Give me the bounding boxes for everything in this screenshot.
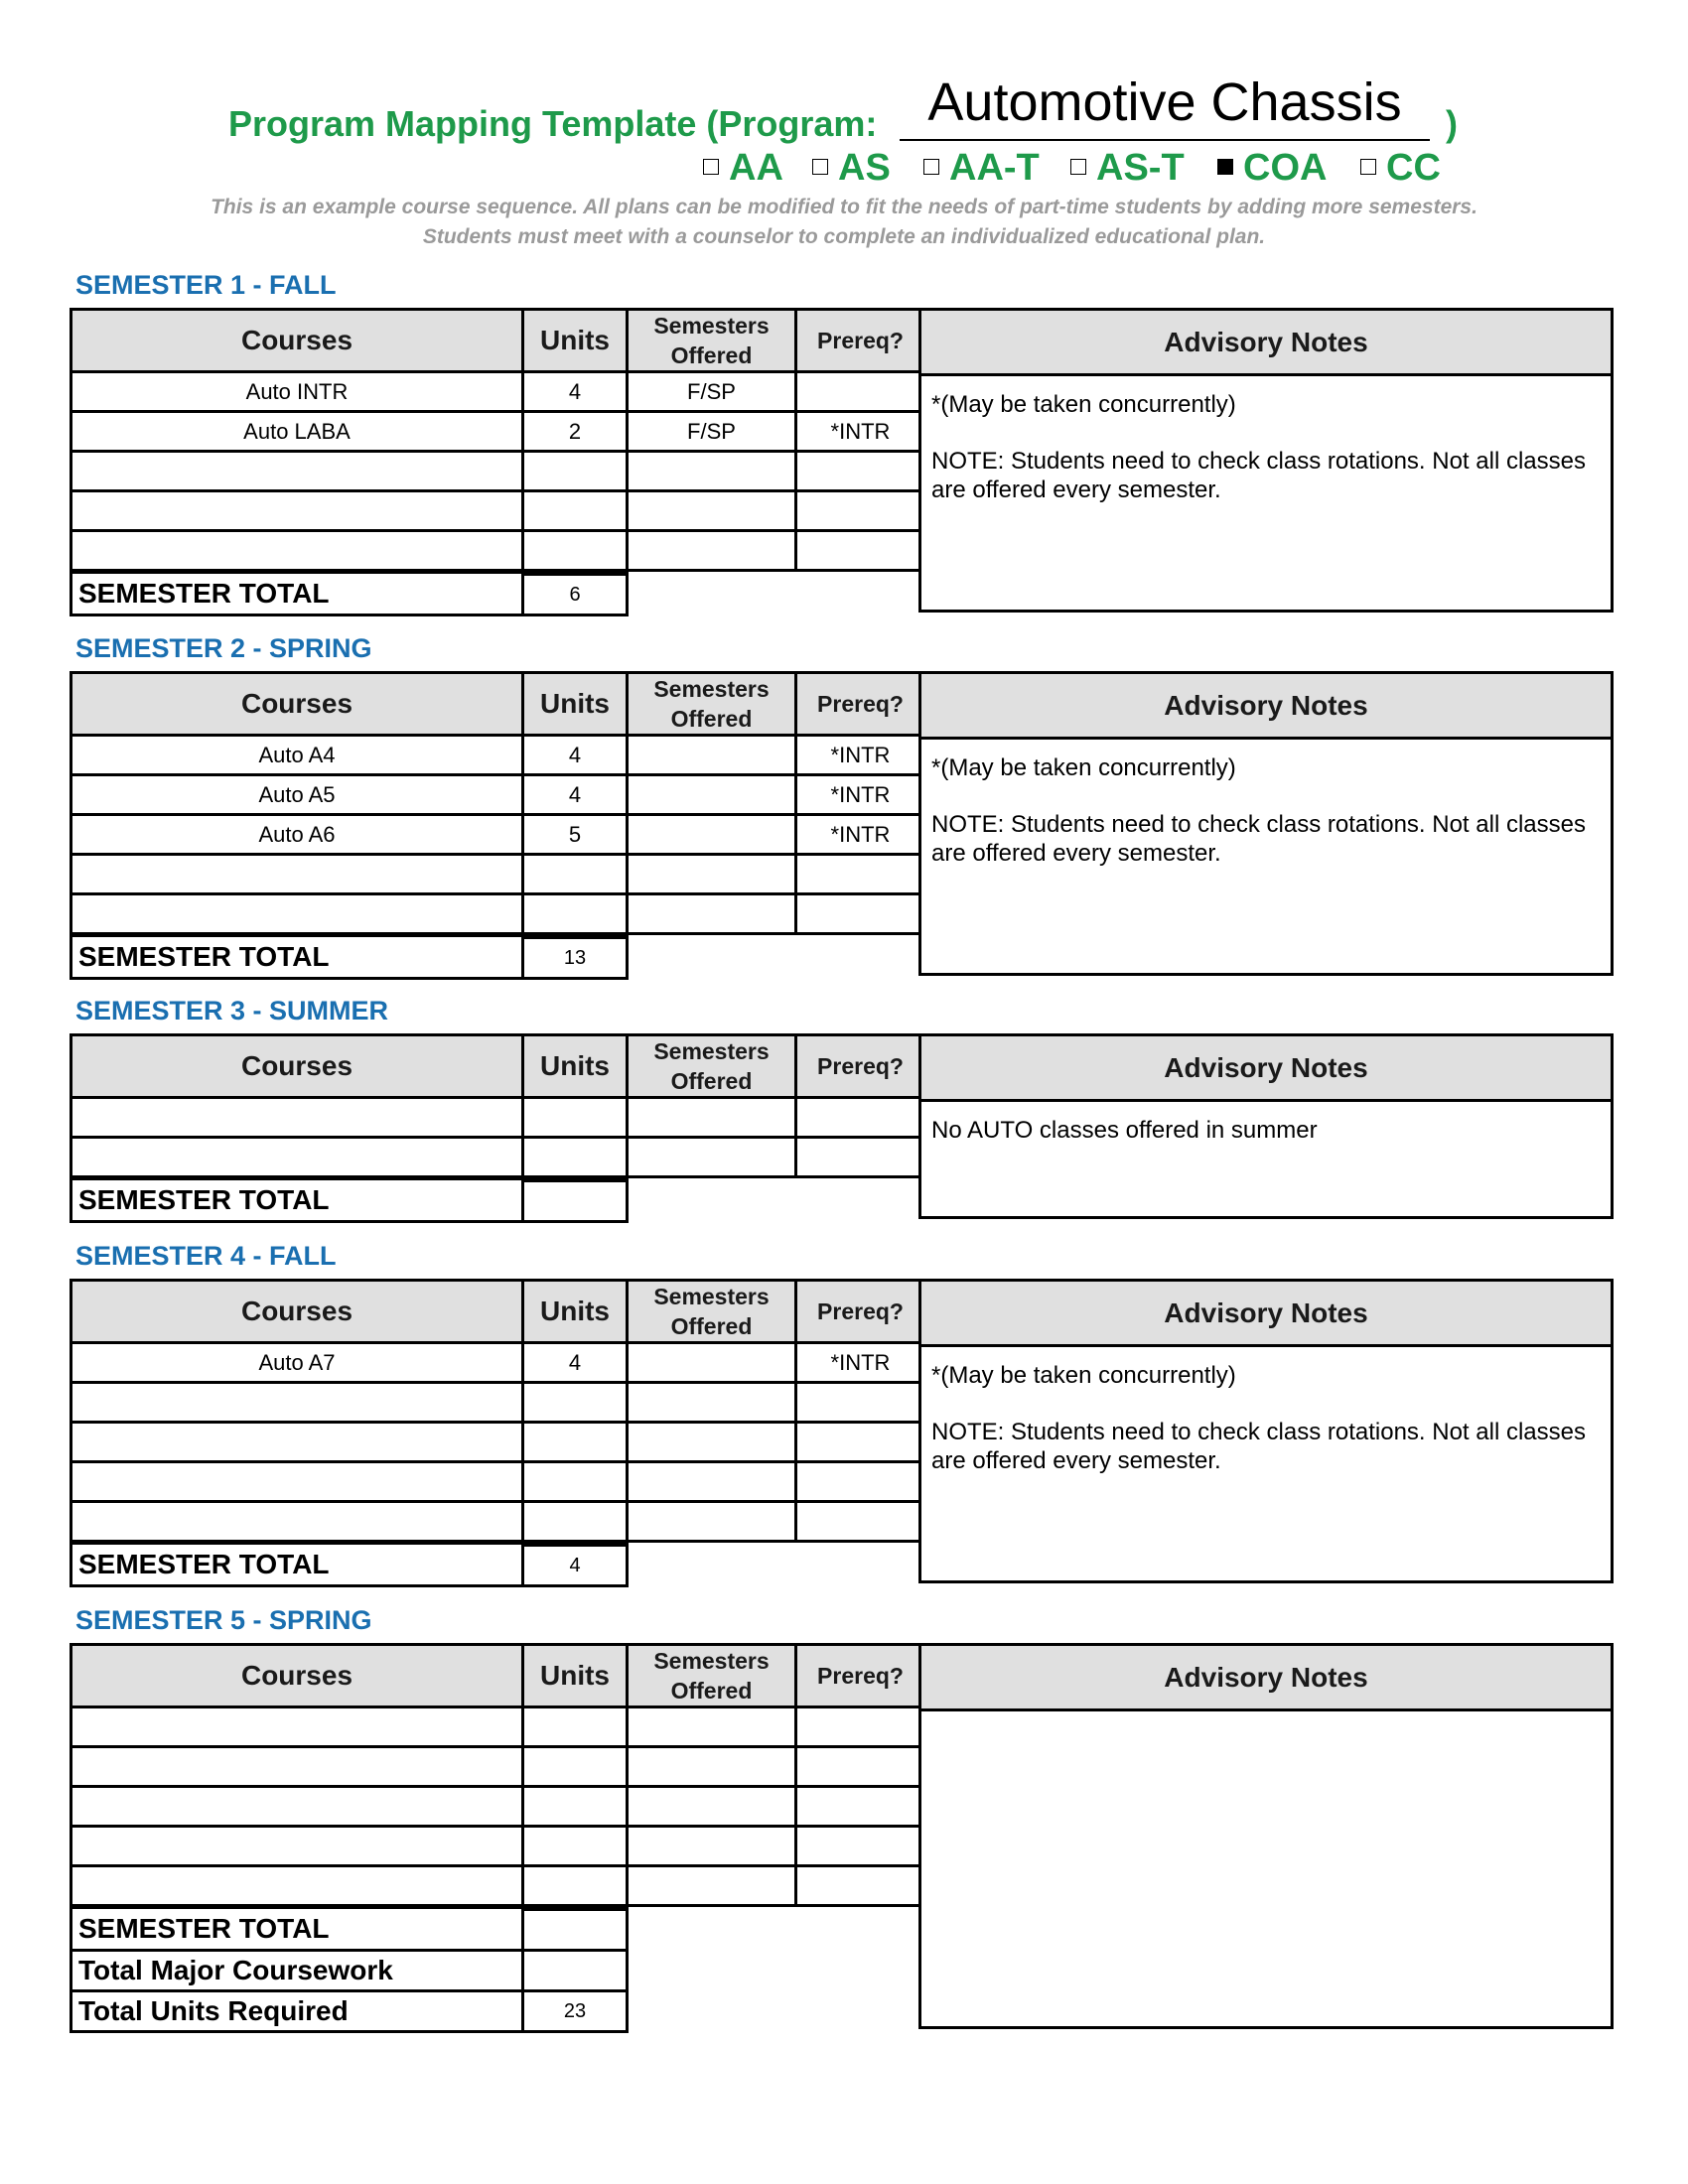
title-suffix: ) bbox=[1446, 103, 1458, 144]
checkbox-as[interactable] bbox=[812, 159, 828, 175]
advisory-notes-body[interactable] bbox=[921, 740, 1611, 868]
semester-total-row bbox=[71, 936, 628, 979]
prereq-cell[interactable] bbox=[796, 855, 925, 894]
units-cell[interactable]: 4 bbox=[523, 1343, 628, 1383]
prereq-cell[interactable] bbox=[796, 452, 925, 491]
semesters-offered-cell[interactable]: F/SP bbox=[628, 372, 796, 412]
course-cell[interactable]: Auto A6 bbox=[71, 815, 523, 855]
semesters-offered-cell[interactable] bbox=[628, 1502, 796, 1542]
semester-total-label: SEMESTER TOTAL bbox=[71, 1179, 523, 1222]
course-cell[interactable] bbox=[71, 1423, 523, 1462]
semesters-offered-cell[interactable] bbox=[628, 1787, 796, 1827]
semesters-offered-cell[interactable] bbox=[628, 1866, 796, 1906]
semesters-offered-cell[interactable] bbox=[628, 1827, 796, 1866]
units-cell[interactable] bbox=[523, 1138, 628, 1177]
semester-total-row bbox=[71, 1179, 628, 1222]
course-cell[interactable]: Auto A7 bbox=[71, 1343, 523, 1383]
title-prefix: Program Mapping Template (Program: bbox=[228, 103, 878, 144]
semesters-offered-cell[interactable] bbox=[628, 531, 796, 571]
prereq-cell[interactable] bbox=[796, 1423, 925, 1462]
col-header-courses: Courses bbox=[71, 1645, 523, 1707]
prereq-cell[interactable]: *INTR bbox=[796, 775, 925, 815]
table-header-row bbox=[71, 1645, 925, 1707]
semester-total-row bbox=[71, 573, 628, 615]
semester-title: SEMESTER 1 - FALL bbox=[75, 270, 337, 300]
units-cell[interactable] bbox=[523, 1827, 628, 1866]
checkbox-aa[interactable] bbox=[703, 159, 719, 175]
total-units-required-row bbox=[71, 1991, 628, 2032]
col-header-semesters-offered: Semesters Offered bbox=[628, 310, 796, 372]
semester-title: SEMESTER 3 - SUMMER bbox=[75, 996, 389, 1025]
col-header-courses: Courses bbox=[71, 1281, 523, 1343]
table-row bbox=[71, 1098, 925, 1138]
units-cell[interactable] bbox=[523, 1423, 628, 1462]
semesters-offered-cell[interactable] bbox=[628, 1383, 796, 1423]
table-row bbox=[71, 1866, 925, 1906]
disclaimer-line-1: This is an example course sequence. All plans can be modified to fit the needs of part-time students by adding more semesters. bbox=[211, 196, 1477, 218]
prereq-cell[interactable]: *INTR bbox=[796, 815, 925, 855]
course-table bbox=[70, 1279, 926, 1543]
col-header-units: Units bbox=[523, 1281, 628, 1343]
course-table bbox=[70, 671, 926, 935]
advisory-note: NOTE: Students need to check class rotations. Not all classes are offered every semester. bbox=[931, 448, 1586, 503]
semesters-offered-cell[interactable] bbox=[628, 815, 796, 855]
semester-total-label: SEMESTER TOTAL bbox=[71, 1908, 523, 1951]
prereq-cell[interactable]: *INTR bbox=[796, 412, 925, 452]
table-row bbox=[71, 736, 925, 775]
semester-total-table bbox=[70, 1904, 629, 2033]
semesters-offered-cell[interactable] bbox=[628, 1423, 796, 1462]
advisory-note: No AUTO classes offered in summer bbox=[931, 1117, 1318, 1144]
course-cell[interactable] bbox=[71, 1827, 523, 1866]
advisory-notes-body[interactable] bbox=[921, 1711, 1611, 1725]
units-cell[interactable]: 4 bbox=[523, 372, 628, 412]
table-header-row bbox=[71, 673, 925, 736]
advisory-notes-header: Advisory Notes bbox=[921, 1646, 1611, 1711]
semesters-offered-cell[interactable] bbox=[628, 1098, 796, 1138]
advisory-notes-box bbox=[918, 1643, 1614, 2029]
advisory-notes-body[interactable] bbox=[921, 1347, 1611, 1475]
table-row bbox=[71, 1827, 925, 1866]
disclaimer-line-2: Students must meet with a counselor to complete an individualized educational plan. bbox=[422, 225, 1266, 248]
prereq-cell[interactable] bbox=[796, 1787, 925, 1827]
advisory-notes-header: Advisory Notes bbox=[921, 674, 1611, 740]
course-cell[interactable] bbox=[71, 855, 523, 894]
col-header-prereq: Prereq? bbox=[796, 1035, 925, 1098]
col-header-units: Units bbox=[523, 310, 628, 372]
units-cell[interactable] bbox=[523, 1747, 628, 1787]
table-row bbox=[71, 1747, 925, 1787]
semesters-offered-cell[interactable] bbox=[628, 1138, 796, 1177]
semester-total-value[interactable]: 13 bbox=[523, 936, 628, 979]
prereq-cell[interactable] bbox=[796, 372, 925, 412]
advisory-notes-body[interactable] bbox=[921, 1102, 1611, 1145]
disclaimer bbox=[0, 193, 1688, 252]
total-major-coursework-row bbox=[71, 1951, 628, 1991]
semesters-offered-cell[interactable] bbox=[628, 1747, 796, 1787]
table-row bbox=[71, 1787, 925, 1827]
semester-total-value[interactable] bbox=[523, 1179, 628, 1222]
col-header-prereq: Prereq? bbox=[796, 1645, 925, 1707]
degree-option-as-t[interactable]: AS-T bbox=[1070, 147, 1185, 190]
total-units-required-label: Total Units Required bbox=[71, 1991, 523, 2032]
units-cell[interactable] bbox=[523, 1502, 628, 1542]
prereq-cell[interactable] bbox=[796, 491, 925, 531]
col-header-semesters-offered: Semesters Offered bbox=[628, 673, 796, 736]
table-row bbox=[71, 815, 925, 855]
semesters-offered-cell[interactable] bbox=[628, 491, 796, 531]
checkbox-cc[interactable] bbox=[1360, 159, 1376, 175]
units-cell[interactable]: 4 bbox=[523, 775, 628, 815]
table-header-row bbox=[71, 310, 925, 372]
degree-option-aa-t[interactable]: AA-T bbox=[923, 147, 1040, 190]
col-header-prereq: Prereq? bbox=[796, 1281, 925, 1343]
semester-total-row bbox=[71, 1908, 628, 1951]
col-header-semesters-offered: Semesters Offered bbox=[628, 1645, 796, 1707]
course-cell[interactable]: Auto A5 bbox=[71, 775, 523, 815]
semesters-offered-cell[interactable] bbox=[628, 452, 796, 491]
advisory-note: *(May be taken concurrently) bbox=[931, 754, 1236, 781]
course-cell[interactable] bbox=[71, 1502, 523, 1542]
semester-total-value[interactable]: 6 bbox=[523, 573, 628, 615]
degree-option-coa[interactable]: COA bbox=[1217, 147, 1327, 190]
prereq-cell[interactable] bbox=[796, 531, 925, 571]
prereq-cell[interactable] bbox=[796, 1747, 925, 1787]
units-cell[interactable] bbox=[523, 1383, 628, 1423]
prereq-cell[interactable] bbox=[796, 1866, 925, 1906]
semester-total-table bbox=[70, 569, 629, 616]
semesters-offered-cell[interactable] bbox=[628, 855, 796, 894]
checkbox-aa-t[interactable] bbox=[923, 159, 939, 175]
advisory-notes-header: Advisory Notes bbox=[921, 1036, 1611, 1102]
course-cell[interactable]: Auto LABA bbox=[71, 412, 523, 452]
program-name-underline bbox=[900, 139, 1430, 141]
semester-total-value[interactable]: 4 bbox=[523, 1544, 628, 1586]
semester-total-label: SEMESTER TOTAL bbox=[71, 1544, 523, 1586]
advisory-notes-box bbox=[918, 1033, 1614, 1219]
units-cell[interactable] bbox=[523, 1787, 628, 1827]
semester-total-label: SEMESTER TOTAL bbox=[71, 573, 523, 615]
table-row bbox=[71, 531, 925, 571]
semesters-offered-cell[interactable] bbox=[628, 1343, 796, 1383]
semesters-offered-cell[interactable] bbox=[628, 1462, 796, 1502]
course-cell[interactable] bbox=[71, 531, 523, 571]
units-cell[interactable] bbox=[523, 1707, 628, 1747]
course-cell[interactable] bbox=[71, 1138, 523, 1177]
advisory-notes-header: Advisory Notes bbox=[921, 311, 1611, 376]
total-major-coursework-label: Total Major Coursework bbox=[71, 1951, 523, 1991]
program-name-field[interactable]: Automotive Chassis bbox=[927, 72, 1402, 132]
semesters-offered-cell[interactable] bbox=[628, 894, 796, 934]
table-row bbox=[71, 1138, 925, 1177]
table-row bbox=[71, 1502, 925, 1542]
table-row bbox=[71, 1423, 925, 1462]
advisory-notes-box bbox=[918, 1279, 1614, 1583]
prereq-cell[interactable] bbox=[796, 1383, 925, 1423]
degree-option-as[interactable]: AS bbox=[812, 147, 891, 190]
course-cell[interactable] bbox=[71, 1787, 523, 1827]
semester-title: SEMESTER 2 - SPRING bbox=[75, 633, 372, 663]
units-cell[interactable] bbox=[523, 531, 628, 571]
semester-total-row bbox=[71, 1544, 628, 1586]
col-header-courses: Courses bbox=[71, 310, 523, 372]
table-row bbox=[71, 894, 925, 934]
col-header-courses: Courses bbox=[71, 1035, 523, 1098]
course-cell[interactable] bbox=[71, 1747, 523, 1787]
advisory-notes-body[interactable] bbox=[921, 376, 1611, 504]
table-row bbox=[71, 1343, 925, 1383]
semester-total-table bbox=[70, 1540, 629, 1587]
col-header-semesters-offered: Semesters Offered bbox=[628, 1281, 796, 1343]
col-header-units: Units bbox=[523, 1035, 628, 1098]
prereq-cell[interactable] bbox=[796, 1462, 925, 1502]
semesters-offered-cell[interactable]: F/SP bbox=[628, 412, 796, 452]
table-header-row bbox=[71, 1281, 925, 1343]
prereq-cell[interactable]: *INTR bbox=[796, 1343, 925, 1383]
semester-title: SEMESTER 5 - SPRING bbox=[75, 1605, 372, 1635]
advisory-notes-box bbox=[918, 308, 1614, 613]
units-cell[interactable] bbox=[523, 855, 628, 894]
degree-option-cc[interactable]: CC bbox=[1360, 147, 1441, 190]
advisory-note: NOTE: Students need to check class rotations. Not all classes are offered every semester. bbox=[931, 811, 1586, 867]
table-row bbox=[71, 372, 925, 412]
table-header-row bbox=[71, 1035, 925, 1098]
course-cell[interactable] bbox=[71, 894, 523, 934]
units-cell[interactable]: 4 bbox=[523, 736, 628, 775]
course-cell[interactable]: Auto A4 bbox=[71, 736, 523, 775]
semester-total-table bbox=[70, 932, 629, 980]
course-cell[interactable] bbox=[71, 1866, 523, 1906]
units-cell[interactable] bbox=[523, 491, 628, 531]
prereq-cell[interactable] bbox=[796, 1502, 925, 1542]
advisory-note: NOTE: Students need to check class rotations. Not all classes are offered every semester. bbox=[931, 1419, 1586, 1474]
course-cell[interactable]: Auto INTR bbox=[71, 372, 523, 412]
col-header-prereq: Prereq? bbox=[796, 673, 925, 736]
degree-option-aa[interactable]: AA bbox=[703, 147, 783, 190]
table-row bbox=[71, 452, 925, 491]
semester-total-table bbox=[70, 1175, 629, 1223]
semester-total-label: SEMESTER TOTAL bbox=[71, 936, 523, 979]
semesters-offered-cell[interactable] bbox=[628, 775, 796, 815]
units-cell[interactable] bbox=[523, 452, 628, 491]
total-units-required-value[interactable]: 23 bbox=[523, 1991, 628, 2032]
prereq-cell[interactable] bbox=[796, 1707, 925, 1747]
checkbox-as-t[interactable] bbox=[1070, 159, 1086, 175]
course-cell[interactable] bbox=[71, 491, 523, 531]
total-major-coursework-value[interactable] bbox=[523, 1951, 628, 1991]
prereq-cell[interactable] bbox=[796, 1098, 925, 1138]
table-row bbox=[71, 1383, 925, 1423]
course-table bbox=[70, 1033, 926, 1178]
course-cell[interactable] bbox=[71, 452, 523, 491]
advisory-note: *(May be taken concurrently) bbox=[931, 1362, 1236, 1389]
col-header-courses: Courses bbox=[71, 673, 523, 736]
table-row bbox=[71, 412, 925, 452]
units-cell[interactable] bbox=[523, 1098, 628, 1138]
advisory-note: *(May be taken concurrently) bbox=[931, 391, 1236, 418]
course-cell[interactable] bbox=[71, 1098, 523, 1138]
col-header-units: Units bbox=[523, 673, 628, 736]
prereq-cell[interactable] bbox=[796, 894, 925, 934]
semesters-offered-cell[interactable] bbox=[628, 736, 796, 775]
course-cell[interactable] bbox=[71, 1462, 523, 1502]
prereq-cell[interactable]: *INTR bbox=[796, 736, 925, 775]
col-header-prereq: Prereq? bbox=[796, 310, 925, 372]
course-table bbox=[70, 308, 926, 572]
table-row bbox=[71, 1462, 925, 1502]
checkbox-coa[interactable] bbox=[1217, 159, 1233, 175]
table-row bbox=[71, 1707, 925, 1747]
prereq-cell[interactable] bbox=[796, 1138, 925, 1177]
semester-title: SEMESTER 4 - FALL bbox=[75, 1241, 337, 1271]
table-row bbox=[71, 775, 925, 815]
degree-options bbox=[703, 147, 1458, 191]
prereq-cell[interactable] bbox=[796, 1827, 925, 1866]
table-row bbox=[71, 855, 925, 894]
semesters-offered-cell[interactable] bbox=[628, 1707, 796, 1747]
units-cell[interactable] bbox=[523, 1866, 628, 1906]
course-cell[interactable] bbox=[71, 1707, 523, 1747]
table-row bbox=[71, 491, 925, 531]
semester-total-value[interactable] bbox=[523, 1908, 628, 1951]
advisory-notes-box bbox=[918, 671, 1614, 976]
units-cell[interactable] bbox=[523, 894, 628, 934]
units-cell[interactable]: 2 bbox=[523, 412, 628, 452]
course-table bbox=[70, 1643, 926, 1907]
units-cell[interactable] bbox=[523, 1462, 628, 1502]
course-cell[interactable] bbox=[71, 1383, 523, 1423]
advisory-notes-header: Advisory Notes bbox=[921, 1282, 1611, 1347]
col-header-semesters-offered: Semesters Offered bbox=[628, 1035, 796, 1098]
units-cell[interactable]: 5 bbox=[523, 815, 628, 855]
col-header-units: Units bbox=[523, 1645, 628, 1707]
